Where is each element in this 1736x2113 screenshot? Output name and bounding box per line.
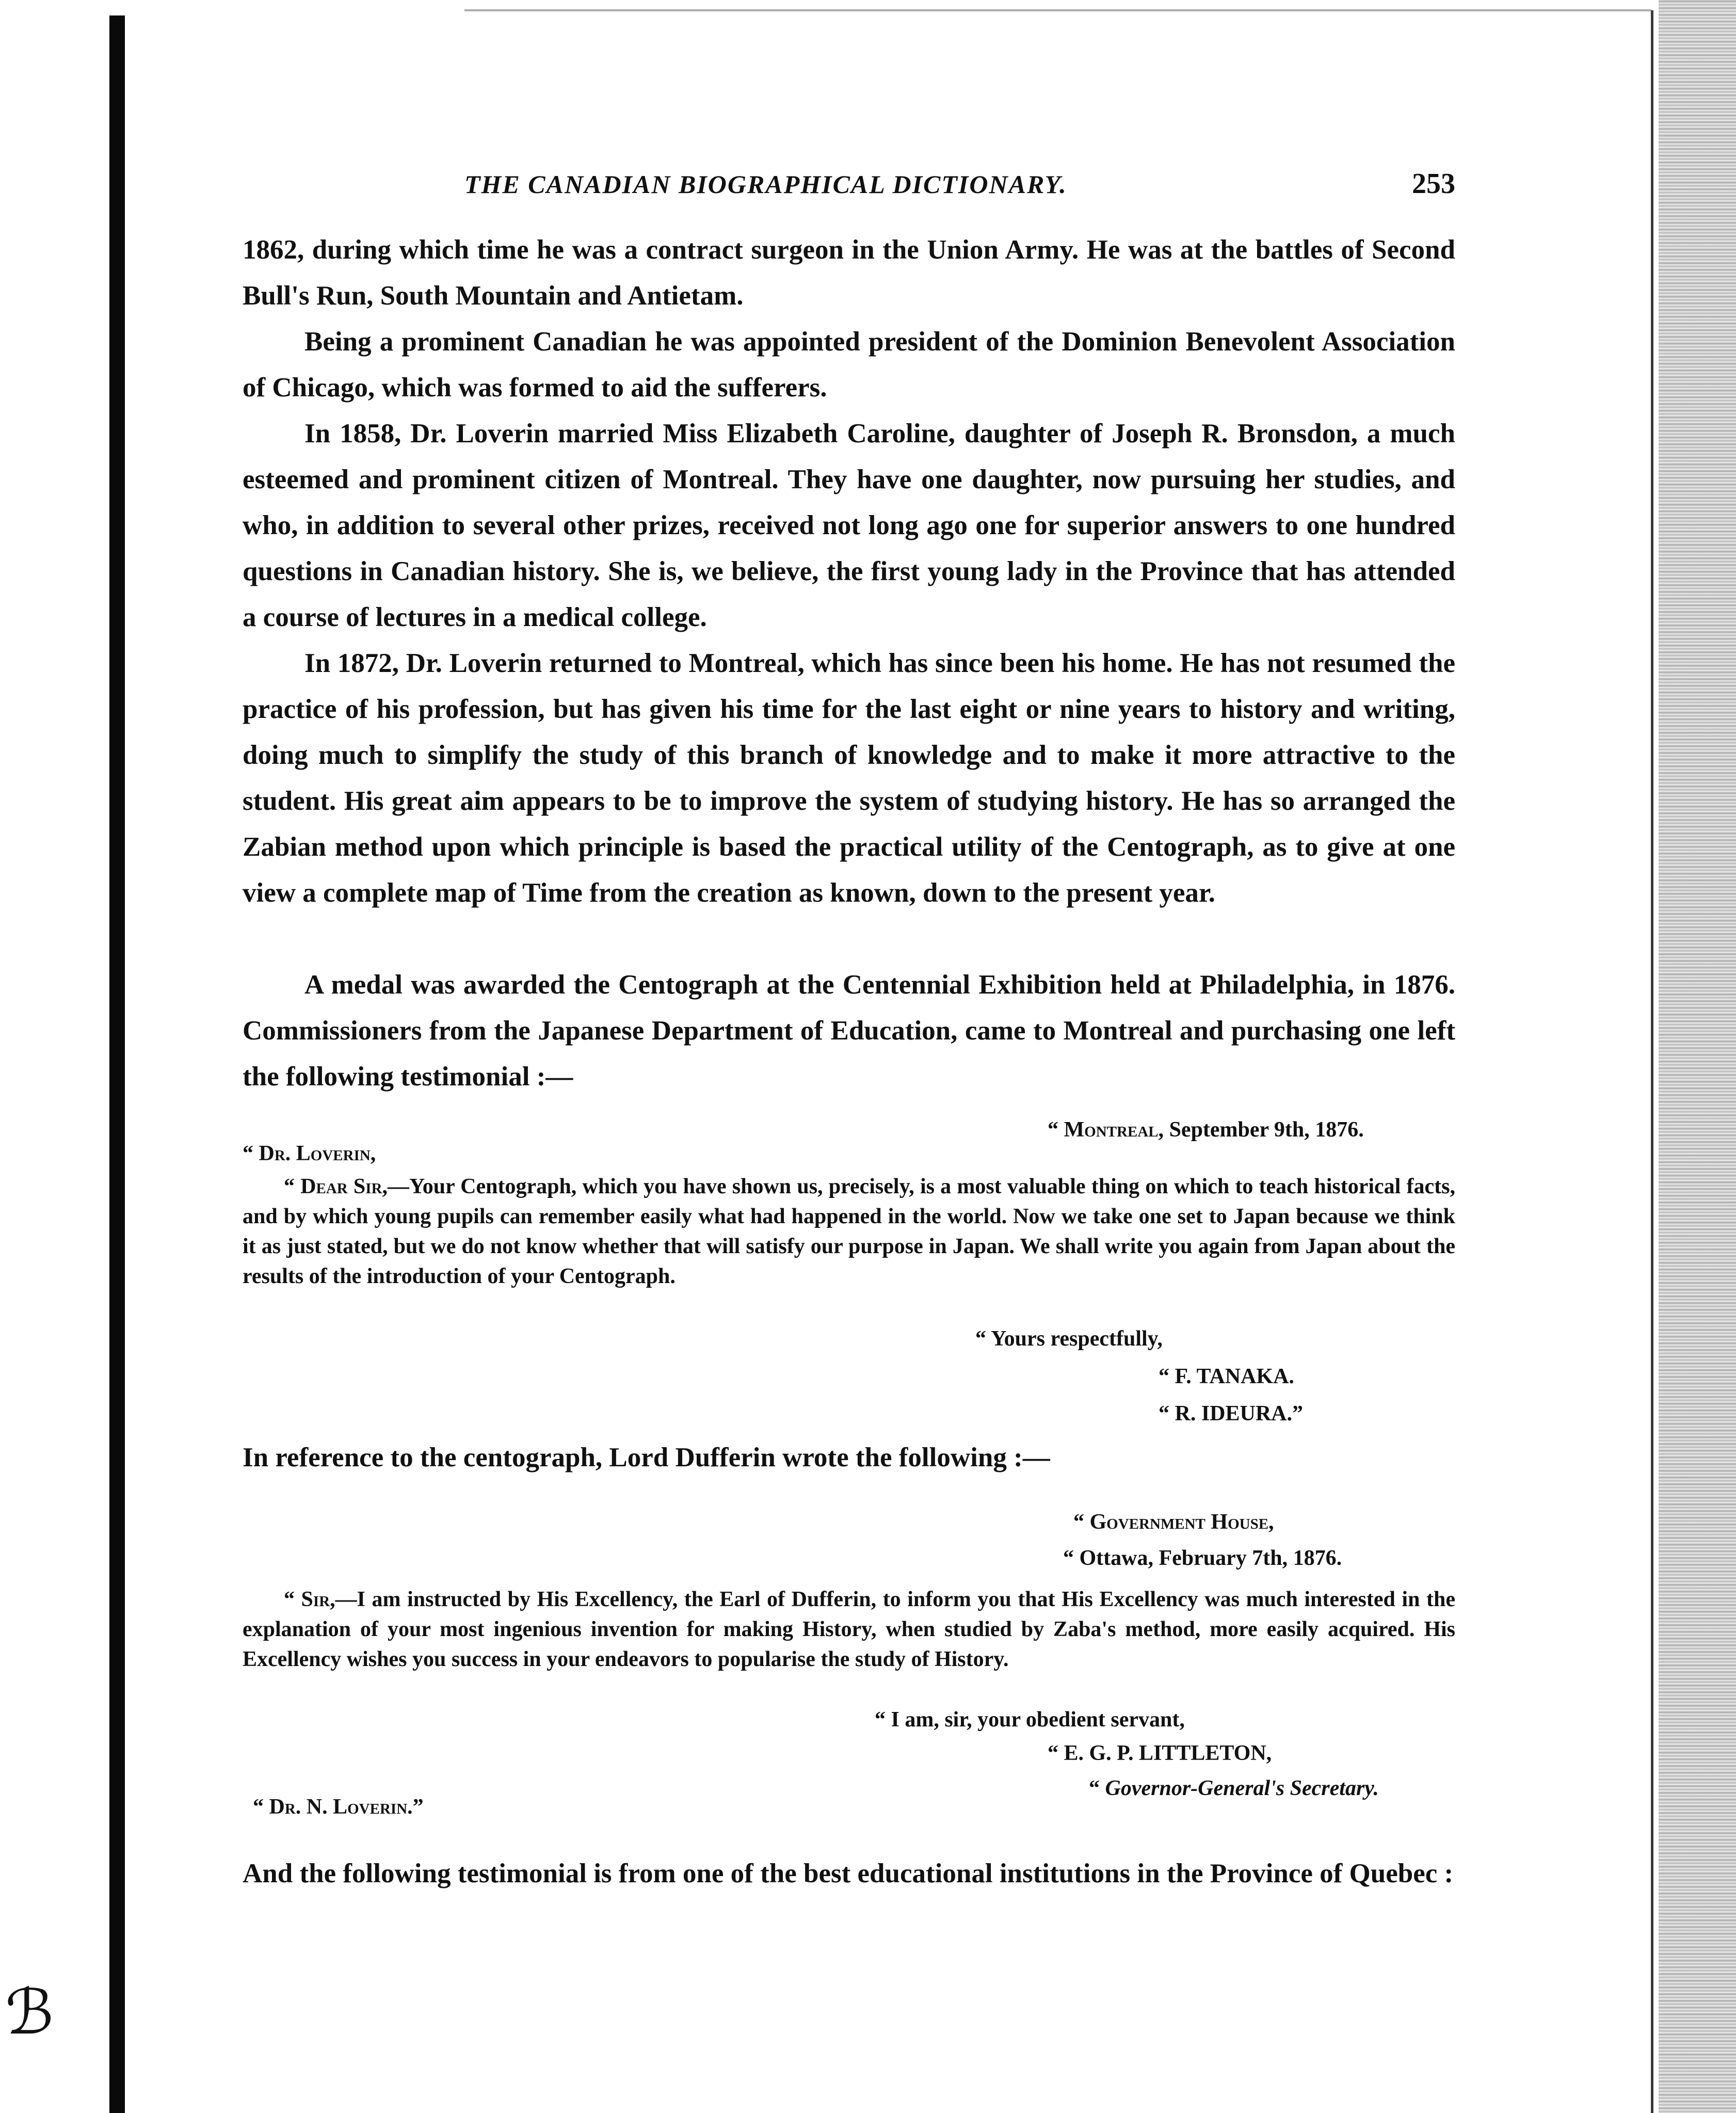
letter-body: “ Dear Sir,—Your Centograph, which you have shown us, precisely, is a most valuable thing on which to teach historical facts, and by which young pupils can remember easily what had happened in the world. Now we take one set to Japan because we think it as just stated, but we do not know whether that will satisfy our purpose in Japan. We shall write you again from Japan about the results of the introduction of your Centograph. (243, 1175, 1455, 1288)
letter-littleton (243, 1507, 1455, 1858)
paragraph-medal: A medal was awarded the Centograph at the Centennial Exhibition held at Philadelphia, in 1876. Commissioners from the Japanese Department of Education, came to Montreal and purchasing one left the following testimonial :— (243, 970, 1455, 1092)
addressee-text: Dr. N. Loverin. (269, 1795, 413, 1819)
letter-addressee: “ Dr. N. Loverin.” (253, 1795, 424, 1819)
signer-text: E. G. P. LITTLETON, (1064, 1741, 1272, 1765)
paragraph-continuation: 1862, during which time he was a contract surgeon in the Union Army. He was at the battles of Second Bull's Run, South Mountain and Antietam. (243, 235, 1455, 311)
paragraph-dufferin-intro: In reference to the centograph, Lord Dufferin wrote the following :— (243, 1443, 1050, 1472)
paragraph-marriage: In 1858, Dr. Loverin married Miss Elizabeth Caroline, daughter of Joseph R. Bronsdon, a much esteemed and prominent citizen of Montreal. They have one daughter, now pursuing her studies, and who, in addition to several other prizes, received not long ago one for superior answers to one hundred questions in Canadian history. She is, we believe, the first young lady in the Province that has attended a course of lectures in a medical college. (243, 419, 1455, 632)
closing-text: I am, sir, your obedient servant, (891, 1708, 1185, 1732)
letter-date: “ Ottawa, February 7th, 1876. (1063, 1546, 1342, 1570)
page-number: 253 (1412, 168, 1455, 200)
letter-date: September 9th, 1876. (1169, 1118, 1364, 1142)
closing-text: Yours respectfully, (990, 1327, 1163, 1351)
letter-date-text: Ottawa, February 7th, 1876. (1079, 1546, 1342, 1570)
paragraph-return-montreal: In 1872, Dr. Loverin returned to Montreal, which has since been his home. He has not resumed the practice of his profession, but has given his time for the last eight or nine years to history and writing, doing much to simplify the study of this branch of knowledge and to make it more attractive to the student. His great aim appears to be to improve the system of studying history. He has so arranged the Zabian method upon which principle is based the practical utility of the Centograph, as to give at one view a complete map of Time from the creation as known, down to the present year. (243, 648, 1455, 908)
letter-signer-title: “ Governor-General's Secretary. (1089, 1776, 1379, 1800)
letter-body-text: —I am instructed by His Excellency, the Earl of Dufferin, to inform you that His Excellency was much interested in the explanation of your most ingenious invention for making History, when studied by Zaba's method, more easily acquired. His Excellency wishes you success in your endeavors to popularise the study of History. (243, 1588, 1455, 1671)
salutation-text: Dr. Loverin, (259, 1142, 376, 1165)
letter-tanaka (243, 1115, 1455, 1455)
letter-body: “ Sir,—I am instructed by His Excellency, the Earl of Dufferin, to inform you that His Excellency was much interested in the explanation of your most ingenious invention for making History, when studied by Zaba's method, more easily acquired. His Excellency wishes you success in your endeavors to popularise the study of History. (243, 1588, 1455, 1671)
scan-edge-line (1651, 10, 1653, 2113)
paragraph-association: Being a prominent Canadian he was appointed president of the Dominion Benevolent Association of Chicago, which was formed to aid the sufferers. (243, 327, 1455, 403)
scan-adjacent-page-edge (1659, 0, 1736, 2113)
letter-place-text: Government House, (1089, 1510, 1274, 1534)
scan-top-rule (464, 9, 1651, 11)
letter-salutation: “ Dr. Loverin, (243, 1142, 376, 1165)
letter-body-text: —Your Centograph, which you have shown us, precisely, is a most valuable thing on which to teach historical facts, and by which young pupils can remember easily what had happened in the world. Now we take one set to Japan because we think it as just stated, but we do not know whether that will satisfy our purpose in Japan. We shall write you again from Japan about the results of the introduction of your Centograph. (243, 1175, 1455, 1288)
signer-2-text: R. IDEURA. (1175, 1402, 1293, 1426)
stray-pen-mark-icon: ℬ (5, 1977, 54, 2048)
signer-title-text: Governor-General's Secretary. (1105, 1776, 1379, 1800)
page-header (243, 165, 1455, 206)
signer-1-text: F. TANAKA. (1175, 1365, 1294, 1388)
running-title: THE CANADIAN BIOGRAPHICAL DICTIONARY. (464, 170, 1067, 199)
letter-greeting: Sir, (301, 1588, 335, 1611)
letter-signer: “ E. G. P. LITTLETON, (1048, 1741, 1272, 1765)
letter-place: Montreal, (1064, 1118, 1164, 1142)
letter-place-date: “ Montreal, September 9th, 1876. (1048, 1118, 1364, 1142)
paragraph-quebec-intro: And the following testimonial is from one of the best educational institutions in the Province of Quebec : (243, 1859, 1454, 1888)
letter-closing: “ I am, sir, your obedient servant, (875, 1708, 1185, 1732)
letter-signer-2: “ R. IDEURA.” (1159, 1402, 1304, 1426)
letter-greeting: Dear Sir, (300, 1175, 388, 1198)
scan-binding-shadow (109, 15, 125, 2113)
letter-signer-1: “ F. TANAKA. (1159, 1365, 1294, 1388)
letter-place: “ Government House, (1073, 1510, 1274, 1534)
letter-closing: “ Yours respectfully, (975, 1327, 1163, 1351)
